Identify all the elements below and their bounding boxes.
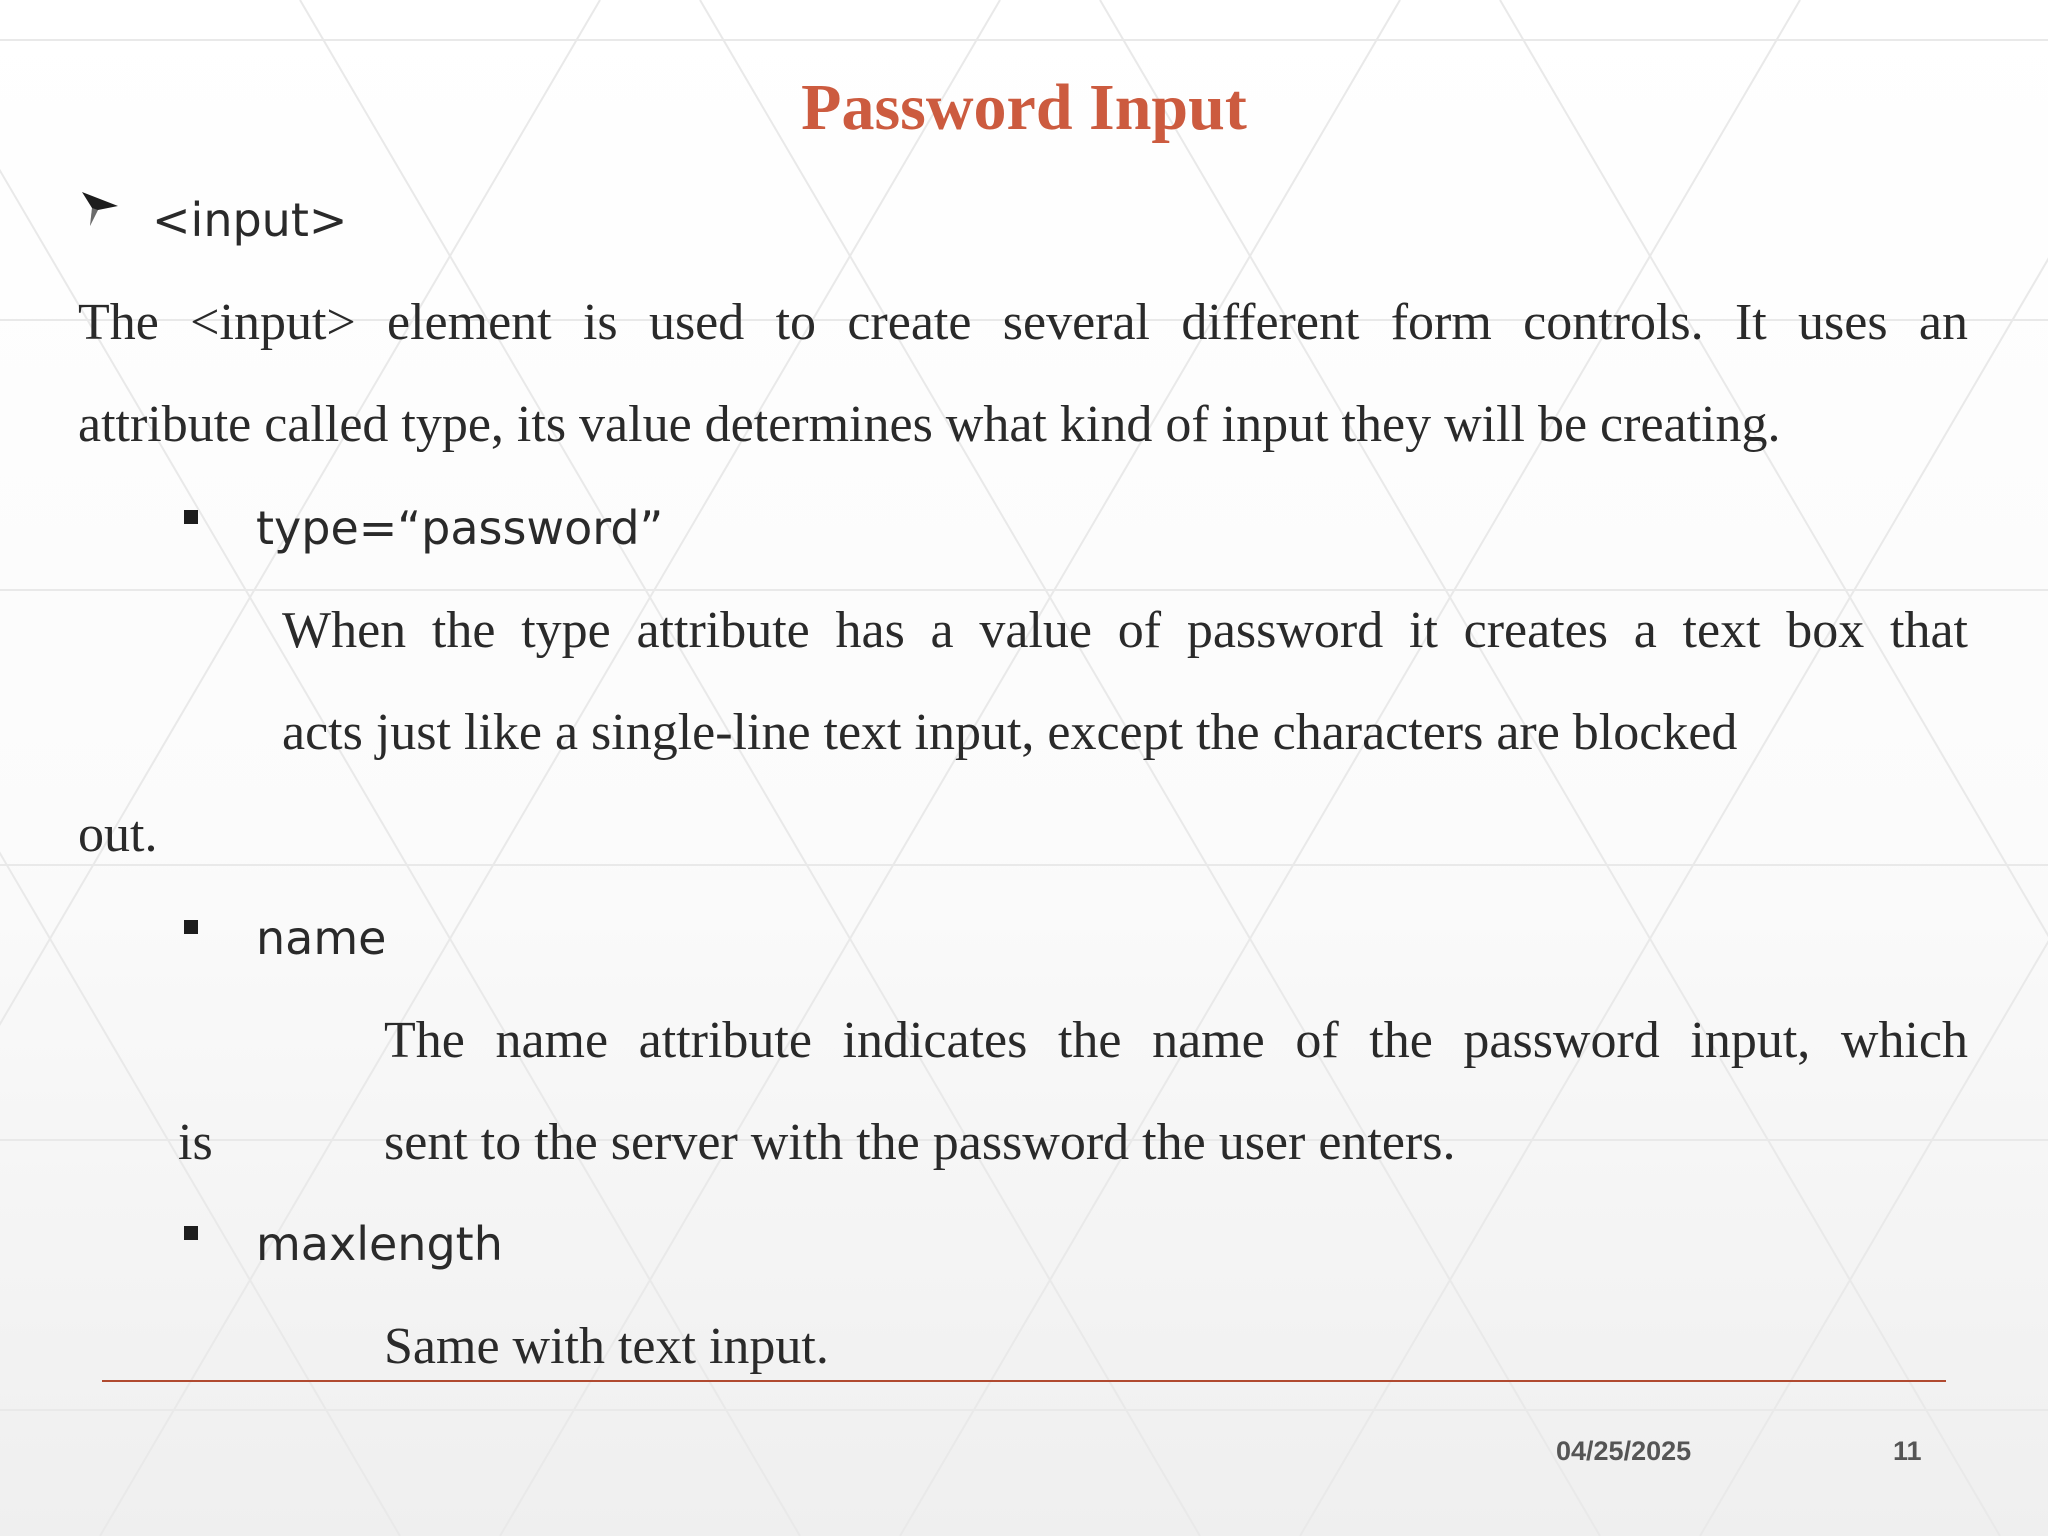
item-name-desc-2: sent to the server with the password the user enters. — [384, 1114, 1456, 1171]
item-name-desc-prefix: is — [178, 1114, 213, 1171]
item-type-password-desc-1: When the type attribute has a value of password it creates a text box that — [282, 602, 1968, 659]
slide-title: Password Input — [801, 71, 1247, 144]
square-bullet-icon — [184, 920, 198, 934]
item-type-password-desc-3: out. — [78, 806, 158, 863]
item-type-password-desc-2: acts just like a single-line text input, except the characters are blocked — [282, 704, 1738, 761]
arrow-bullet-icon — [78, 186, 122, 230]
footer-page-number: 11 — [1893, 1436, 1922, 1466]
square-bullet-icon — [184, 510, 198, 524]
intro-line-2: attribute called type, its value determines what kind of input they will be creating. — [78, 396, 1781, 453]
item-maxlength-label: maxlength — [256, 1217, 503, 1271]
item-name-desc-1: The name attribute indicates the name of the password input, which — [384, 1012, 1968, 1069]
intro-line-1: The <input> element is used to create several different form controls. It uses an — [78, 294, 1968, 351]
footer-divider — [102, 1380, 1946, 1382]
square-bullet-icon — [184, 1226, 198, 1240]
footer-date: 04/25/2025 — [1556, 1436, 1692, 1466]
item-maxlength-desc-1: Same with text input. — [384, 1318, 829, 1375]
item-name-label: name — [256, 911, 387, 965]
item-type-password-label: type=“password” — [256, 501, 664, 555]
bullet-input-tag: <input> — [152, 193, 348, 247]
